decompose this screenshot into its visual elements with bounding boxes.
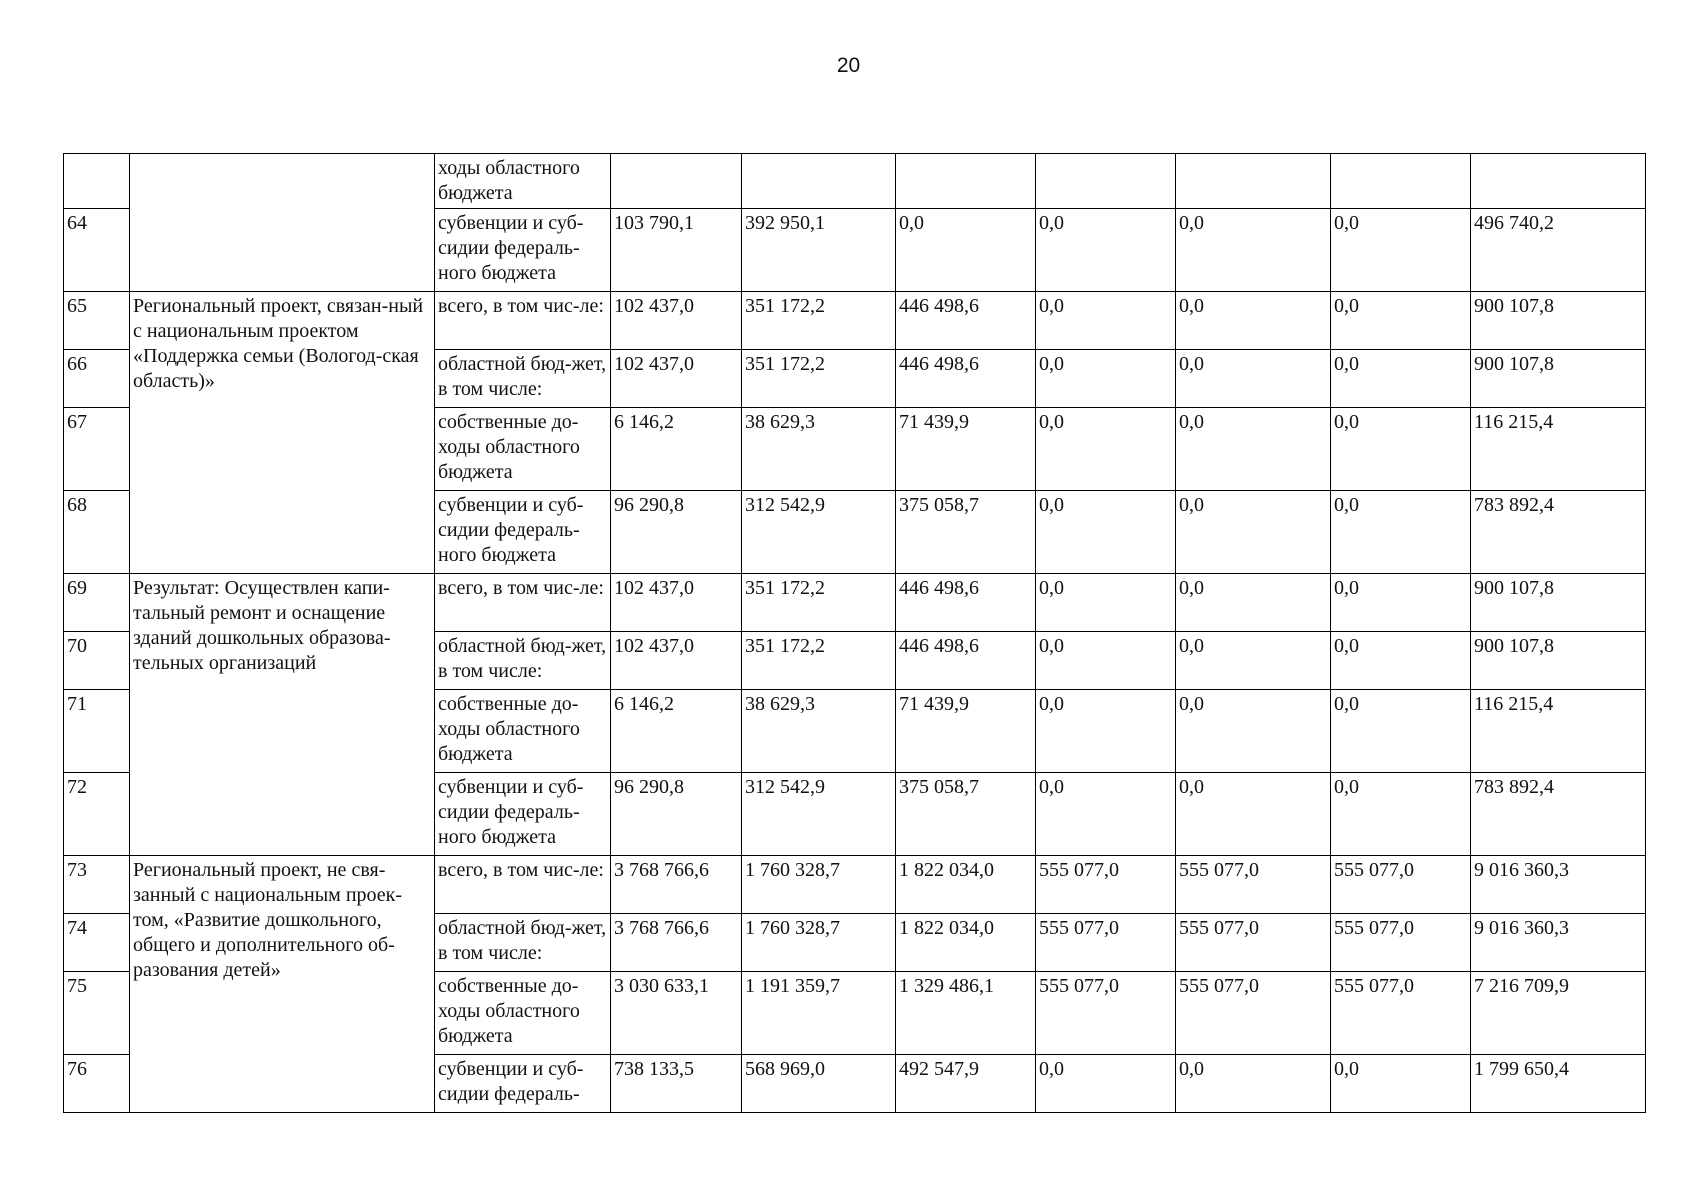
funding-source-cell: всего, в том чис-ле:: [435, 292, 611, 350]
value-cell: 446 498,6: [896, 632, 1036, 690]
total-cell: 496 740,2: [1471, 209, 1646, 292]
value-cell: [1331, 154, 1471, 209]
value-cell: 0,0: [1176, 632, 1331, 690]
value-cell: 0,0: [1176, 1055, 1331, 1113]
value-cell: 0,0: [1036, 632, 1176, 690]
value-cell: 312 542,9: [742, 773, 896, 856]
funding-source-cell: областной бюд-жет, в том числе:: [435, 632, 611, 690]
funding-source-cell: собственные до-ходы областного бюджета: [435, 972, 611, 1055]
value-cell: 0,0: [1176, 773, 1331, 856]
value-cell: 0,0: [1331, 491, 1471, 574]
table-row: [64, 292, 1646, 350]
value-cell: 71 439,9: [896, 690, 1036, 773]
row-number-cell: 72: [64, 773, 130, 856]
value-cell: 375 058,7: [896, 773, 1036, 856]
value-cell: 0,0: [1176, 574, 1331, 632]
page-number: 20: [836, 54, 861, 77]
value-cell: 555 077,0: [1036, 914, 1176, 972]
value-cell: 492 547,9: [896, 1055, 1036, 1113]
project-name-cell: Региональный проект, не свя-занный с национальным проек-том, «Развитие дошкольного, общего и дополнительного об-разования детей»: [130, 856, 435, 1113]
value-cell: 0,0: [1331, 292, 1471, 350]
value-cell: 96 290,8: [611, 773, 742, 856]
value-cell: 555 077,0: [1331, 856, 1471, 914]
row-number-cell: 74: [64, 914, 130, 972]
funding-source-cell: ходы областного бюджета: [435, 154, 611, 209]
value-cell: 0,0: [1176, 491, 1331, 574]
value-cell: 0,0: [1036, 690, 1176, 773]
value-cell: 0,0: [1036, 574, 1176, 632]
value-cell: 555 077,0: [1331, 972, 1471, 1055]
row-number-cell: 71: [64, 690, 130, 773]
value-cell: 102 437,0: [611, 574, 742, 632]
value-cell: 38 629,3: [742, 690, 896, 773]
value-cell: 0,0: [1036, 350, 1176, 408]
row-number-cell: [64, 154, 130, 209]
row-number-cell: 70: [64, 632, 130, 690]
value-cell: 102 437,0: [611, 292, 742, 350]
table-row: [64, 154, 1646, 209]
value-cell: 3 768 766,6: [611, 914, 742, 972]
value-cell: 0,0: [1331, 773, 1471, 856]
total-cell: 783 892,4: [1471, 773, 1646, 856]
value-cell: [611, 154, 742, 209]
funding-source-cell: всего, в том чис-ле:: [435, 574, 611, 632]
funding-source-cell: субвенции и суб-сидии федераль-ного бюджета: [435, 773, 611, 856]
total-cell: 783 892,4: [1471, 491, 1646, 574]
value-cell: 6 146,2: [611, 408, 742, 491]
value-cell: 446 498,6: [896, 292, 1036, 350]
value-cell: 0,0: [1331, 408, 1471, 491]
project-name-cell: Региональный проект, связан-ный с национальным проектом «Поддержка семьи (Вологод-ская область)»: [130, 292, 435, 574]
total-cell: 900 107,8: [1471, 574, 1646, 632]
total-cell: 9 016 360,3: [1471, 914, 1646, 972]
funding-source-cell: субвенции и суб-сидии федераль-ного бюджета: [435, 491, 611, 574]
value-cell: 312 542,9: [742, 491, 896, 574]
total-cell: 7 216 709,9: [1471, 972, 1646, 1055]
value-cell: 3 030 633,1: [611, 972, 742, 1055]
value-cell: 0,0: [1331, 632, 1471, 690]
value-cell: 102 437,0: [611, 350, 742, 408]
value-cell: 0,0: [1036, 773, 1176, 856]
value-cell: 0,0: [1331, 209, 1471, 292]
funding-source-cell: областной бюд-жет, в том числе:: [435, 914, 611, 972]
value-cell: 1 760 328,7: [742, 914, 896, 972]
value-cell: 1 191 359,7: [742, 972, 896, 1055]
row-number-cell: 75: [64, 972, 130, 1055]
value-cell: 738 133,5: [611, 1055, 742, 1113]
value-cell: 446 498,6: [896, 350, 1036, 408]
total-cell: 116 215,4: [1471, 690, 1646, 773]
value-cell: 0,0: [1331, 350, 1471, 408]
funding-source-cell: субвенции и суб-сидии федераль-ного бюджета: [435, 209, 611, 292]
value-cell: 103 790,1: [611, 209, 742, 292]
value-cell: 0,0: [1331, 1055, 1471, 1113]
row-number-cell: 65: [64, 292, 130, 350]
row-number-cell: 66: [64, 350, 130, 408]
total-cell: 900 107,8: [1471, 292, 1646, 350]
value-cell: 555 077,0: [1176, 914, 1331, 972]
value-cell: 102 437,0: [611, 632, 742, 690]
table-row: [64, 574, 1646, 632]
value-cell: 0,0: [1176, 209, 1331, 292]
value-cell: 1 760 328,7: [742, 856, 896, 914]
row-number-cell: 76: [64, 1055, 130, 1113]
total-cell: 900 107,8: [1471, 350, 1646, 408]
result-name-cell: Результат: Осуществлен капи-тальный ремонт и оснащение зданий дошкольных образова-тельных организаций: [130, 574, 435, 856]
value-cell: 351 172,2: [742, 292, 896, 350]
value-cell: 0,0: [1036, 491, 1176, 574]
value-cell: 351 172,2: [742, 350, 896, 408]
value-cell: 1 822 034,0: [896, 856, 1036, 914]
budget-table: [63, 153, 1646, 1113]
value-cell: 0,0: [1176, 350, 1331, 408]
value-cell: 0,0: [896, 209, 1036, 292]
value-cell: 38 629,3: [742, 408, 896, 491]
value-cell: 1 822 034,0: [896, 914, 1036, 972]
value-cell: [1176, 154, 1331, 209]
funding-source-cell: субвенции и суб-сидии федераль-: [435, 1055, 611, 1113]
value-cell: [742, 154, 896, 209]
total-cell: [1471, 154, 1646, 209]
value-cell: 3 768 766,6: [611, 856, 742, 914]
value-cell: 555 077,0: [1036, 972, 1176, 1055]
value-cell: 392 950,1: [742, 209, 896, 292]
value-cell: [1036, 154, 1176, 209]
table-row: [64, 856, 1646, 914]
value-cell: 555 077,0: [1036, 856, 1176, 914]
value-cell: 351 172,2: [742, 632, 896, 690]
value-cell: 446 498,6: [896, 574, 1036, 632]
row-number-cell: 69: [64, 574, 130, 632]
value-cell: 0,0: [1176, 690, 1331, 773]
value-cell: 375 058,7: [896, 491, 1036, 574]
value-cell: 0,0: [1036, 209, 1176, 292]
value-cell: 555 077,0: [1176, 856, 1331, 914]
value-cell: 0,0: [1176, 292, 1331, 350]
value-cell: 0,0: [1331, 690, 1471, 773]
value-cell: 0,0: [1176, 408, 1331, 491]
funding-source-cell: собственные до-ходы областного бюджета: [435, 408, 611, 491]
total-cell: 116 215,4: [1471, 408, 1646, 491]
row-number-cell: 67: [64, 408, 130, 491]
row-number-cell: 68: [64, 491, 130, 574]
value-cell: [896, 154, 1036, 209]
value-cell: 1 329 486,1: [896, 972, 1036, 1055]
funding-source-cell: всего, в том чис-ле:: [435, 856, 611, 914]
value-cell: 6 146,2: [611, 690, 742, 773]
value-cell: 555 077,0: [1331, 914, 1471, 972]
total-cell: 1 799 650,4: [1471, 1055, 1646, 1113]
value-cell: 0,0: [1036, 408, 1176, 491]
row-number-cell: 73: [64, 856, 130, 914]
value-cell: 555 077,0: [1176, 972, 1331, 1055]
total-cell: 900 107,8: [1471, 632, 1646, 690]
funding-source-cell: областной бюд-жет, в том числе:: [435, 350, 611, 408]
value-cell: 351 172,2: [742, 574, 896, 632]
funding-source-cell: собственные до-ходы областного бюджета: [435, 690, 611, 773]
project-name-cell: [130, 154, 435, 292]
value-cell: 96 290,8: [611, 491, 742, 574]
value-cell: 0,0: [1036, 1055, 1176, 1113]
value-cell: 568 969,0: [742, 1055, 896, 1113]
total-cell: 9 016 360,3: [1471, 856, 1646, 914]
row-number-cell: 64: [64, 209, 130, 292]
value-cell: 0,0: [1036, 292, 1176, 350]
value-cell: 71 439,9: [896, 408, 1036, 491]
value-cell: 0,0: [1331, 574, 1471, 632]
